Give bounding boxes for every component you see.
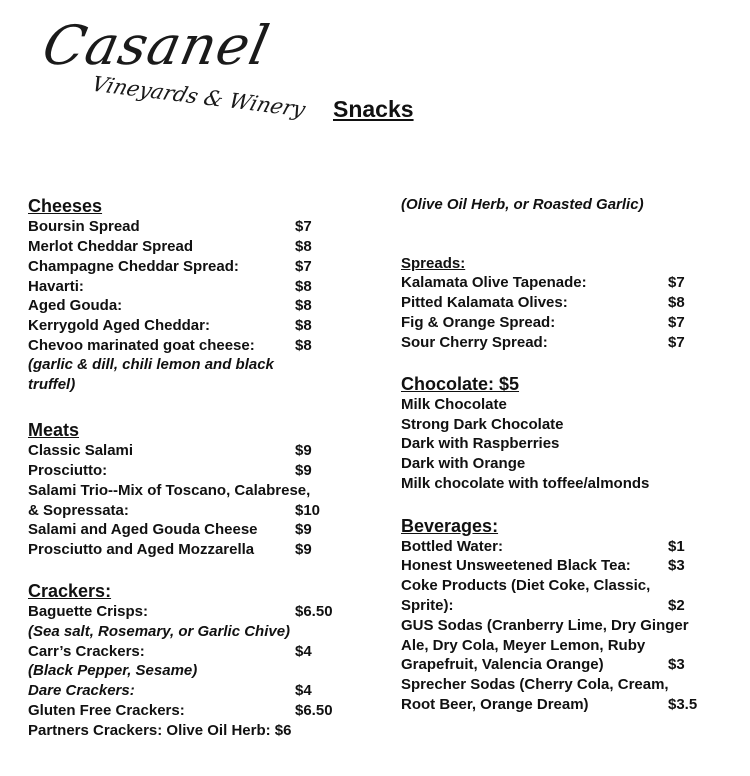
item-note: truffel) bbox=[28, 376, 76, 393]
menu-item: Prosciutto: $9 bbox=[28, 462, 312, 479]
menu-item: Sprecher Sodas (Cherry Cola, Cream, bbox=[401, 676, 669, 693]
logo-subtitle: Vineyards & Winery bbox=[88, 72, 309, 122]
item-note: (Black Pepper, Sesame) bbox=[28, 662, 198, 679]
page-title: Snacks bbox=[333, 96, 414, 122]
menu-item: Coke Products (Diet Coke, Classic, bbox=[401, 577, 651, 594]
menu-item: GUS Sodas (Cranberry Lime, Dry Ginger bbox=[401, 617, 689, 634]
menu-item: Gluten Free Crackers: $6.50 bbox=[28, 702, 333, 719]
menu-item: Salami Trio--Mix of Toscano, Calabrese, bbox=[28, 482, 311, 499]
menu-item: Champagne Cheddar Spread: $7 bbox=[28, 258, 312, 275]
beverages-heading: Beverages: bbox=[401, 516, 499, 536]
menu-item: Merlot Cheddar Spread $8 bbox=[28, 238, 312, 255]
menu-item: Prosciutto and Aged Mozzarella $9 bbox=[28, 541, 312, 558]
menu-item: Sour Cherry Spread: $7 bbox=[401, 334, 685, 351]
logo-wordmark: Casanel bbox=[37, 14, 276, 77]
menu-item: Kalamata Olive Tapenade: $7 bbox=[401, 274, 685, 291]
menu-item: Dare Crackers: $4 bbox=[28, 682, 312, 699]
menu-item: Chevoo marinated goat cheese: $8 bbox=[28, 337, 312, 354]
meats-heading: Meats bbox=[28, 420, 80, 440]
menu-item: Milk Chocolate bbox=[401, 396, 507, 413]
menu-item: Grapefruit, Valencia Orange) $3 bbox=[401, 656, 685, 673]
menu-item: Pitted Kalamata Olives: $8 bbox=[401, 294, 685, 311]
menu-item: Salami and Aged Gouda Cheese $9 bbox=[28, 521, 312, 538]
menu-item: Havarti: $8 bbox=[28, 278, 312, 295]
winery-logo bbox=[37, 14, 309, 122]
menu-item: Root Beer, Orange Dream) $3.5 bbox=[401, 696, 698, 713]
menu-item: Partners Crackers: Olive Oil Herb: $6 bbox=[28, 722, 292, 739]
menu-item: Baguette Crisps: $6.50 bbox=[28, 603, 333, 620]
menu-item: Milk chocolate with toffee/almonds bbox=[401, 475, 650, 492]
menu-item: Fig & Orange Spread: $7 bbox=[401, 314, 685, 331]
item-note: (garlic & dill, chili lemon and black bbox=[28, 356, 274, 373]
cheeses-heading: Cheeses bbox=[28, 196, 103, 216]
menu-item: & Sopressata: $10 bbox=[28, 502, 321, 519]
menu-item: Honest Unsweetened Black Tea: $3 bbox=[401, 557, 685, 574]
chocolate-heading: Chocolate: $5 bbox=[401, 374, 520, 394]
item-note: (Olive Oil Herb, or Roasted Garlic) bbox=[401, 196, 644, 213]
menu-item: Sprite): $2 bbox=[401, 597, 685, 614]
menu-item: Aged Gouda: $8 bbox=[28, 297, 312, 314]
menu-item: Ale, Dry Cola, Meyer Lemon, Ruby bbox=[401, 637, 646, 654]
menu-item: Strong Dark Chocolate bbox=[401, 416, 564, 433]
menu-item: Boursin Spread $7 bbox=[28, 218, 312, 235]
menu-item: Kerrygold Aged Cheddar: $8 bbox=[28, 317, 312, 334]
spreads-heading: Spreads: bbox=[401, 255, 466, 272]
menu-item: Carr’s Crackers: $4 bbox=[28, 643, 312, 660]
menu-item: Bottled Water: $1 bbox=[401, 538, 685, 555]
menu-item: Dark with Raspberries bbox=[401, 435, 560, 452]
crackers-heading: Crackers: bbox=[28, 581, 112, 601]
item-note: (Sea salt, Rosemary, or Garlic Chive) bbox=[28, 623, 291, 640]
menu-item: Dark with Orange bbox=[401, 455, 526, 472]
menu-item: Classic Salami $9 bbox=[28, 442, 312, 459]
